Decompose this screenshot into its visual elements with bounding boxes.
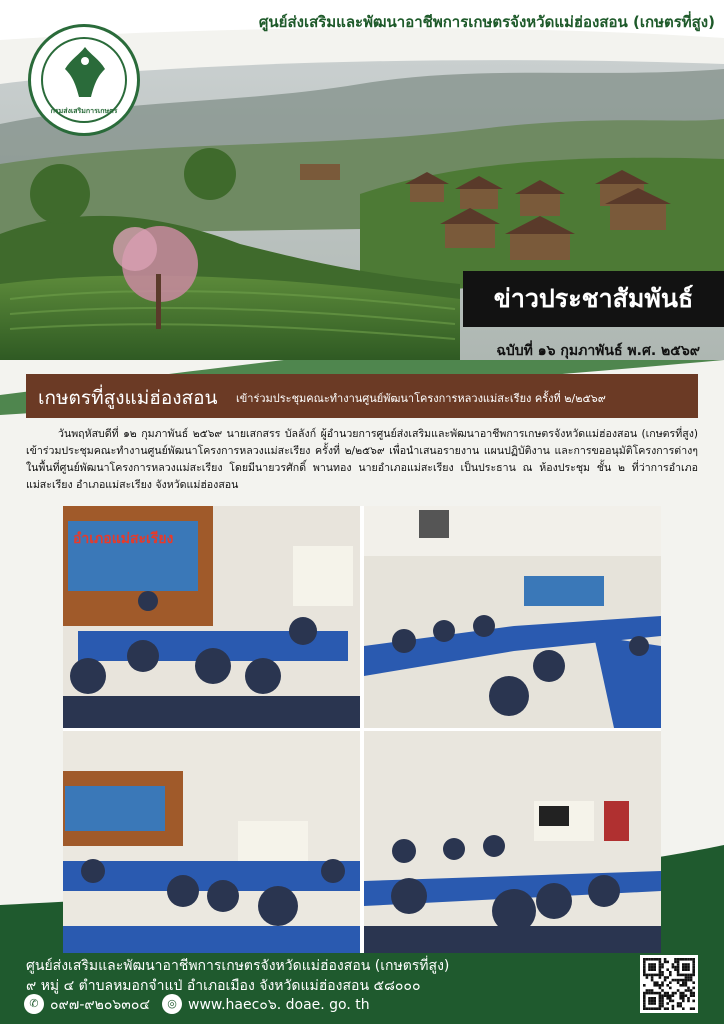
qr-code-pattern <box>640 955 698 1013</box>
footer-phone[interactable]: ๐๙๗-๙๒๐๖๓๐๔ <box>50 997 151 1013</box>
issue-date: ฉบับที่ ๑๖ กุมภาพันธ์ พ.ศ. ๒๕๖๙ <box>496 343 700 359</box>
header-title: ศูนย์ส่งเสริมและพัฒนาอาชีพการเกษตรจังหวัดแม่ฮ่องสอน (เกษตรที่สูง) <box>258 13 715 31</box>
qr-code[interactable] <box>640 955 698 1013</box>
press-release-label: ข่าวประชาสัมพันธ์ <box>463 271 724 327</box>
footer-address: ๙ หมู่ ๔ ตำบลหมอกจำแป่ อำเภอเมือง จังหวัดแม่ฮ่องสอน ๕๘๐๐๐ <box>26 978 421 994</box>
news-body-text: วันพฤหัสบดีที่ ๑๒ กุมภาพันธ์ ๒๕๖๙ นายเสกสรร บัลลังก์ ผู้อำนวยการศูนย์ส่งเสริมและพัฒนาอาชีพการเกษตรจังหวัดแม่ฮ่องสอน (เกษตรที่สูง) เข้าร่วมประชุมคณะทำงานศูนย์พัฒนาโครงการหลวงแม่สะเรียง ครั้งที่ ๒/๒๕๖๙ เพื่อนำเสนอรายงาน แผนปฏิบัติงาน และการขออนุมัติโครงการต่างๆ ในพื้นที่ศูนย์พัฒนาโครงการหลวงแม่สะเรียง โดยมีนายวรศักดิ์ พานทอง นายอำเภอแม่สะเรียง เป็นประธาน ณ ห้องประชุม ชั้น ๒ ที่ว่าการอำเภอแม่สะเรียง อำเภอแม่สะเรียง จังหวัดแม่ฮ่องสอน <box>26 428 698 491</box>
news-body-paragraph <box>26 426 698 494</box>
headline-sub: เข้าร่วมประชุมคณะทำงานศูนย์พัฒนาโครงการหลวงแม่สะเรียง ครั้งที่ ๒/๒๕๖๙ <box>236 392 606 405</box>
logo-text: กรมส่งเสริมการเกษตร <box>50 107 118 115</box>
meeting-photo-2 <box>364 506 661 728</box>
meeting-photo-1 <box>63 506 360 728</box>
garuda-emblem-icon <box>61 45 109 103</box>
headline-main: เกษตรที่สูงแม่ฮ่องสอน <box>38 387 218 409</box>
sign-text: อำเภอแม่สะเรียง <box>73 531 174 547</box>
phone-icon: ✆ <box>24 994 44 1014</box>
meeting-photo-3 <box>63 731 360 953</box>
meeting-photo-4 <box>364 731 661 953</box>
photo-gallery <box>63 506 661 953</box>
footer-website-link[interactable]: www.haec๐๖. doae. go. th <box>188 997 370 1013</box>
department-logo <box>28 24 140 136</box>
footer-organization: ศูนย์ส่งเสริมและพัฒนาอาชีพการเกษตรจังหวัดแม่ฮ่องสอน (เกษตรที่สูง) <box>26 958 450 974</box>
globe-icon: ◎ <box>162 994 182 1014</box>
